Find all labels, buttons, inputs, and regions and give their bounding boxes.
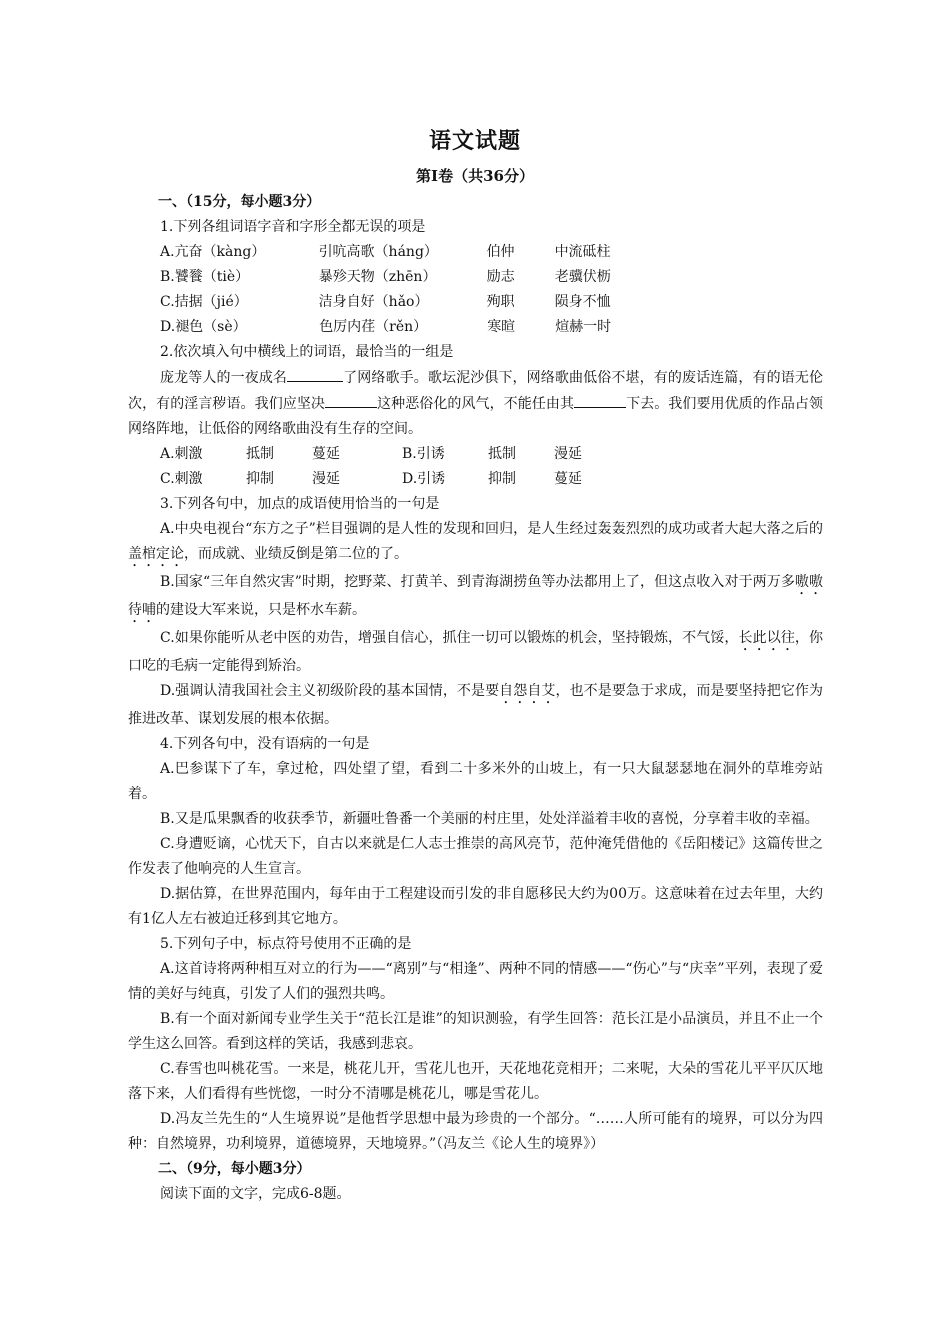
question-5-option-d: D.冯友兰先生的“人生境界说”是他哲学思想中最为珍贵的一个部分。“……人所可能有的境界，可以分为四种：自然境界，功利境界，道德境界，天地境界。”（冯友兰《论人生的境界》）	[128, 1111, 823, 1152]
option-word: 抑制	[488, 471, 516, 487]
question-1-option-c	[128, 290, 823, 315]
option-label: C.	[160, 294, 175, 310]
question-1-option-a	[128, 240, 823, 265]
question-3-stem: 3.下列各句中，加点的成语使用恰当的一句是	[160, 496, 440, 512]
dotted-idiom: 自怨自艾	[499, 683, 556, 699]
option-word: 殉职	[486, 294, 515, 310]
option-word: 伯仲	[486, 244, 515, 260]
option-word: 洁身自好（hǎo）	[318, 294, 429, 310]
question-3-option-d	[128, 679, 823, 732]
page-title: 语文试题	[428, 128, 521, 154]
passage-text: 庞龙等人的一夜成名	[160, 370, 288, 386]
question-5-option-c: C.春雪也叫桃花雪。一来是，桃花儿开，雪花儿也开，天花地花竞相开；二来呢，大朵的雪花儿平平仄仄地落下来，人们看得有些恍惚，一时分不清哪是桃花儿，哪是雪花儿。	[128, 1061, 823, 1102]
question-5-option-a: A.这首诗将两种相互对立的行为——“离别”与“相逢”、两种不同的情感——“伤心”与“庆幸”平列，表现了爱情的美好与纯真，引发了人们的强烈共鸣。	[128, 961, 823, 1002]
option-word: D.引诱	[402, 471, 446, 487]
question-4-option-d: D.据估算，在世界范围内，每年由于工程建设而引发的非自愿移民大约为00万。这意味着在过去年里，大约有1亿人左右被迫迁移到其它地方。	[128, 886, 823, 927]
question-5-stem: 5.下列句子中，标点符号使用不正确的是	[160, 936, 412, 952]
passage-text: 下去。我们要用优质的作品占领网络阵地，让低俗的网络歌曲没有生存的空间。	[128, 396, 824, 437]
option-text: A.中央电视台“东方之子”栏目强调的是人性的发现和回归，是人生经过轰轰烈烈的成功或者大起大落之后的	[160, 521, 823, 537]
option-word: 寒暄	[487, 319, 516, 335]
option-text: ，你口吃的毛病一定能得到矫治。	[128, 630, 824, 674]
question-1-option-d	[128, 315, 823, 340]
option-word: 拮据（jié）	[174, 294, 248, 310]
section-1-heading: 一、（15分，每小题3分）	[158, 194, 321, 210]
section-2-heading: 二、（9分，每小题3分）	[158, 1161, 311, 1177]
option-word: 老骥伏枥	[554, 269, 611, 285]
option-text: D.强调认清我国社会主义初级阶段的基本国情，不是要	[160, 683, 500, 699]
option-word: 漫延	[554, 446, 582, 462]
passage-text: 了网络歌手。歌坛泥沙俱下，网络歌曲低俗不堪，有的废话连篇，有的语无伦次，有的淫言秽语。我们应坚决	[128, 370, 823, 412]
question-1-option-b	[128, 265, 823, 290]
fill-blank	[287, 365, 343, 382]
dotted-idiom: 盖棺定论	[128, 546, 184, 562]
dotted-idiom: 嗷嗷待哺	[128, 574, 823, 618]
option-text: C.如果你能听从老中医的劝告，增强自信心，抓住一切可以锻炼的机会，坚持锻炼，不气馁，	[160, 630, 739, 646]
dotted-idiom: 长此以往	[738, 630, 795, 646]
option-word: 中流砥柱	[554, 244, 611, 260]
option-word: 亢奋（kàng）	[174, 244, 266, 260]
option-word: 陨身不恤	[554, 294, 611, 310]
option-word: 励志	[486, 269, 515, 285]
option-label: D.	[160, 319, 176, 335]
option-word: 褪色（sè）	[175, 319, 247, 335]
question-3-option-a	[128, 517, 823, 570]
option-word: B.引诱	[402, 446, 445, 462]
question-3-option-b	[128, 570, 823, 626]
option-word: A.刺激	[160, 446, 203, 462]
question-4-option-c: C.身遭贬谪，心忧天下，自古以来就是仁人志士推崇的高风亮节，范仲淹凭借他的《岳阳楼记》这篇传世之作发表了他响亮的人生宣言。	[128, 836, 823, 877]
exam-body	[128, 190, 823, 1207]
option-word: 引吭高歌（háng）	[318, 244, 438, 260]
question-2-passage	[128, 365, 823, 442]
question-1-stem: 1.下列各组词语字音和字形全都无误的项是	[160, 219, 426, 235]
option-text: B.国家“三年自然灾害”时期，挖野菜、打黄羊、到青海湖捞鱼等办法都用上了，但这点收入对于两万多	[160, 574, 795, 590]
question-2-options-cd	[128, 467, 823, 492]
question-3-option-c	[128, 626, 823, 679]
option-word: 抵制	[246, 446, 274, 462]
option-word: 蔓延	[312, 446, 340, 462]
option-word: 煊赫一时	[555, 319, 612, 335]
option-word: 抑制	[246, 471, 274, 487]
question-2-options-ab	[128, 442, 823, 467]
option-word: 抵制	[488, 446, 516, 462]
reading-instruction: 阅读下面的文字，完成6-8题。	[160, 1186, 351, 1202]
option-word: 色厉内荏（rěn）	[319, 319, 428, 335]
fill-blank	[325, 391, 377, 408]
option-text: ，也不是要急于求成，而是要坚持把它作为推进改革、谋划发展的根本依据。	[128, 683, 824, 727]
option-text: ，而成就、业绩反倒是第二位的了。	[184, 546, 408, 562]
question-4-stem: 4.下列各句中，没有语病的一句是	[160, 736, 370, 752]
option-label: A.	[160, 244, 175, 260]
passage-text: 这种恶俗化的风气，不能任由其	[376, 396, 575, 412]
question-5-option-b: B.有一个面对新闻专业学生关于“范长江是谁”的知识测验，有学生回答：范长江是小品演员，并且不止一个学生这么回答。看到这样的笑话，我感到悲哀。	[128, 1011, 823, 1052]
question-4-option-a: A.巴参谋下了车，拿过枪，四处望了望，看到二十多米外的山坡上，有一只大鼠瑟瑟地在洞外的草堆旁站着。	[128, 761, 823, 802]
option-word: 饕餮（tiè）	[174, 269, 250, 285]
page-subtitle: 第Ⅰ卷（共36分）	[416, 167, 534, 185]
question-4-option-b: B.又是瓜果飘香的收获季节，新疆吐鲁番一个美丽的村庄里，处处洋溢着丰收的喜悦，分享着丰收的幸福。	[160, 811, 819, 827]
question-2-stem: 2.依次填入句中横线上的词语，最恰当的一组是	[160, 344, 454, 360]
option-label: B.	[160, 269, 175, 285]
option-word: 蔓延	[554, 471, 582, 487]
fill-blank	[574, 391, 626, 408]
option-text: 的建设大军来说，只是杯水车薪。	[156, 602, 366, 618]
option-word: C.刺激	[160, 471, 203, 487]
option-word: 漫延	[312, 471, 340, 487]
option-word: 暴殄天物（zhēn）	[318, 269, 437, 285]
